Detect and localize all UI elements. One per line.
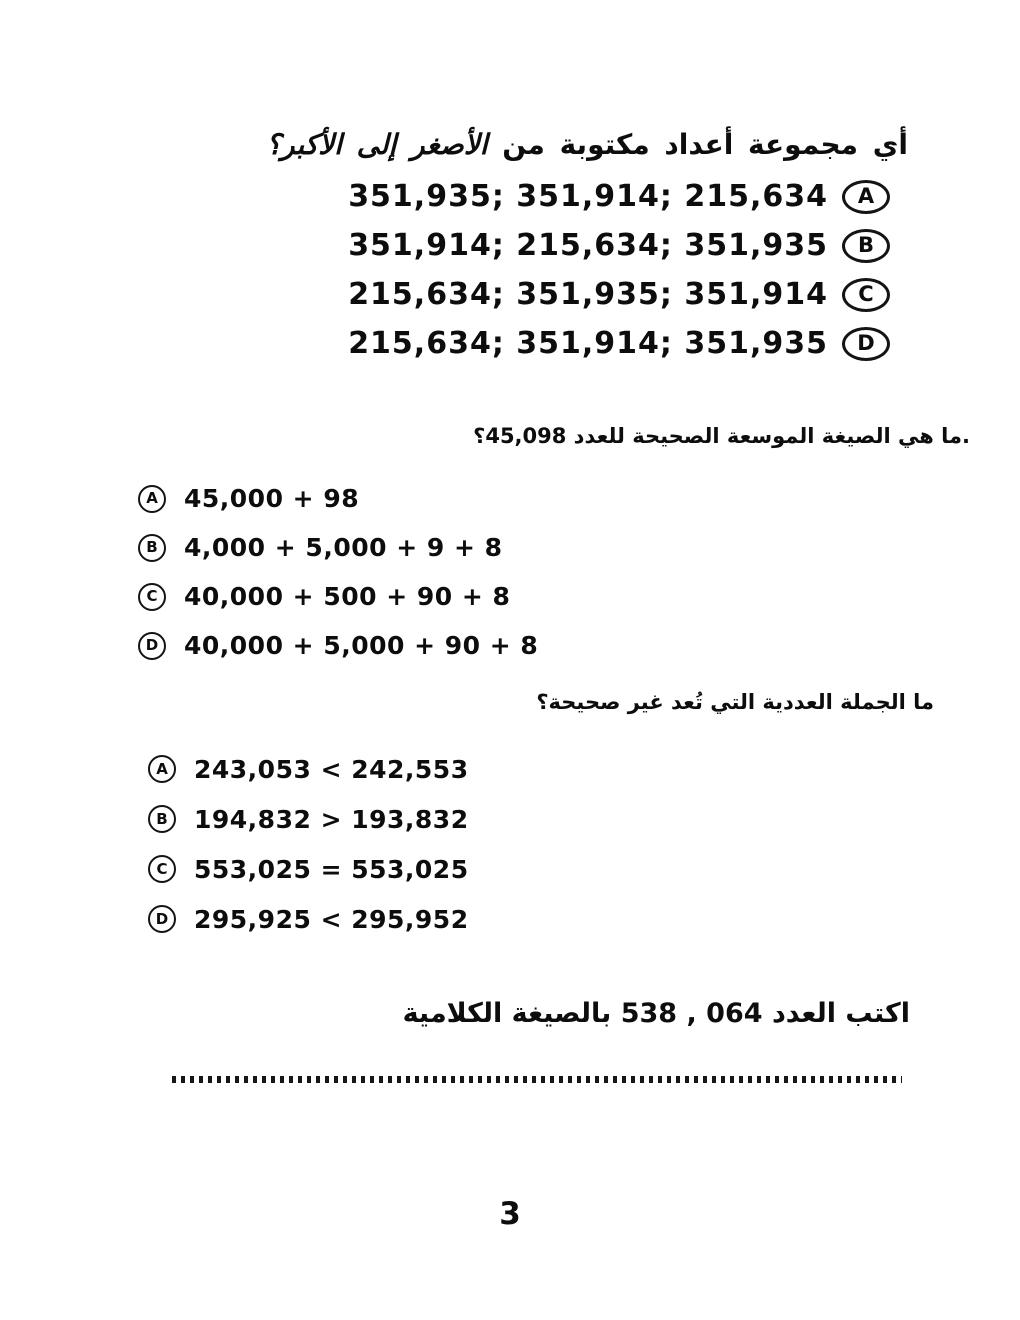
question3-option-d	[148, 894, 469, 944]
option-text: 553,025 = 553,025	[194, 854, 469, 884]
option-letter-badge: C	[138, 583, 166, 611]
question3-option-c	[148, 844, 469, 894]
option-letter-badge: B	[148, 805, 176, 833]
question3-option-b	[148, 794, 469, 844]
question2-option-b	[138, 523, 538, 572]
option-text: 40,000 + 500 + 90 + 8	[184, 582, 511, 611]
option-text: 4,000 + 5,000 + 9 + 8	[184, 533, 503, 562]
option-letter-badge: B	[842, 229, 890, 263]
option-text: 295,925 < 295,952	[194, 904, 469, 934]
question2-option-c	[138, 572, 538, 621]
question2-options	[138, 474, 538, 670]
option-letter-badge: A	[148, 755, 176, 783]
question3-option-a	[148, 744, 469, 794]
question1-title-normal: أي مجموعة أعداد مكتوبة من	[502, 128, 908, 161]
option-text: 215,634; 351,935; 351,914	[348, 277, 828, 312]
option-text: 40,000 + 5,000 + 90 + 8	[184, 631, 539, 660]
question1-options	[348, 172, 890, 368]
question1-title-italic: الأصغر إلى الأكبر؟	[266, 128, 488, 161]
question2-option-d	[138, 621, 538, 670]
option-text: 45,000 + 98	[184, 484, 360, 513]
option-letter-badge: C	[148, 855, 176, 883]
option-letter-badge: C	[842, 278, 890, 312]
option-letter-badge: A	[138, 485, 166, 513]
question1-option-a	[348, 172, 890, 221]
question2-title: .ما هي الصيغة الموسعة الصحيحة للعدد 45,098؟	[473, 424, 970, 448]
option-text: 243,053 < 242,553	[194, 754, 469, 784]
option-letter-badge: B	[138, 534, 166, 562]
option-text: 215,634; 351,914; 351,935	[348, 326, 828, 361]
option-letter-badge: D	[138, 632, 166, 660]
question1-option-c	[348, 270, 890, 319]
question2-option-a	[138, 474, 538, 523]
question1-option-d	[348, 319, 890, 368]
question3-options	[148, 744, 469, 944]
option-letter-badge: A	[842, 180, 890, 214]
option-letter-badge: D	[148, 905, 176, 933]
question1-title	[266, 128, 908, 161]
answer-dotted-line	[172, 1076, 902, 1083]
option-text: 194,832 > 193,832	[194, 804, 469, 834]
question4-prompt: اكتب العدد 064 , 538 بالصيغة الكلامية	[402, 998, 910, 1029]
question3-title: ما الجملة العددية التي تُعد غير صحيحة؟	[536, 690, 934, 714]
page-number: 3	[499, 1196, 521, 1232]
option-text: 351,935; 351,914; 215,634	[348, 179, 828, 214]
option-text: 351,914; 215,634; 351,935	[348, 228, 828, 263]
option-letter-badge: D	[842, 327, 890, 361]
question1-option-b	[348, 221, 890, 270]
